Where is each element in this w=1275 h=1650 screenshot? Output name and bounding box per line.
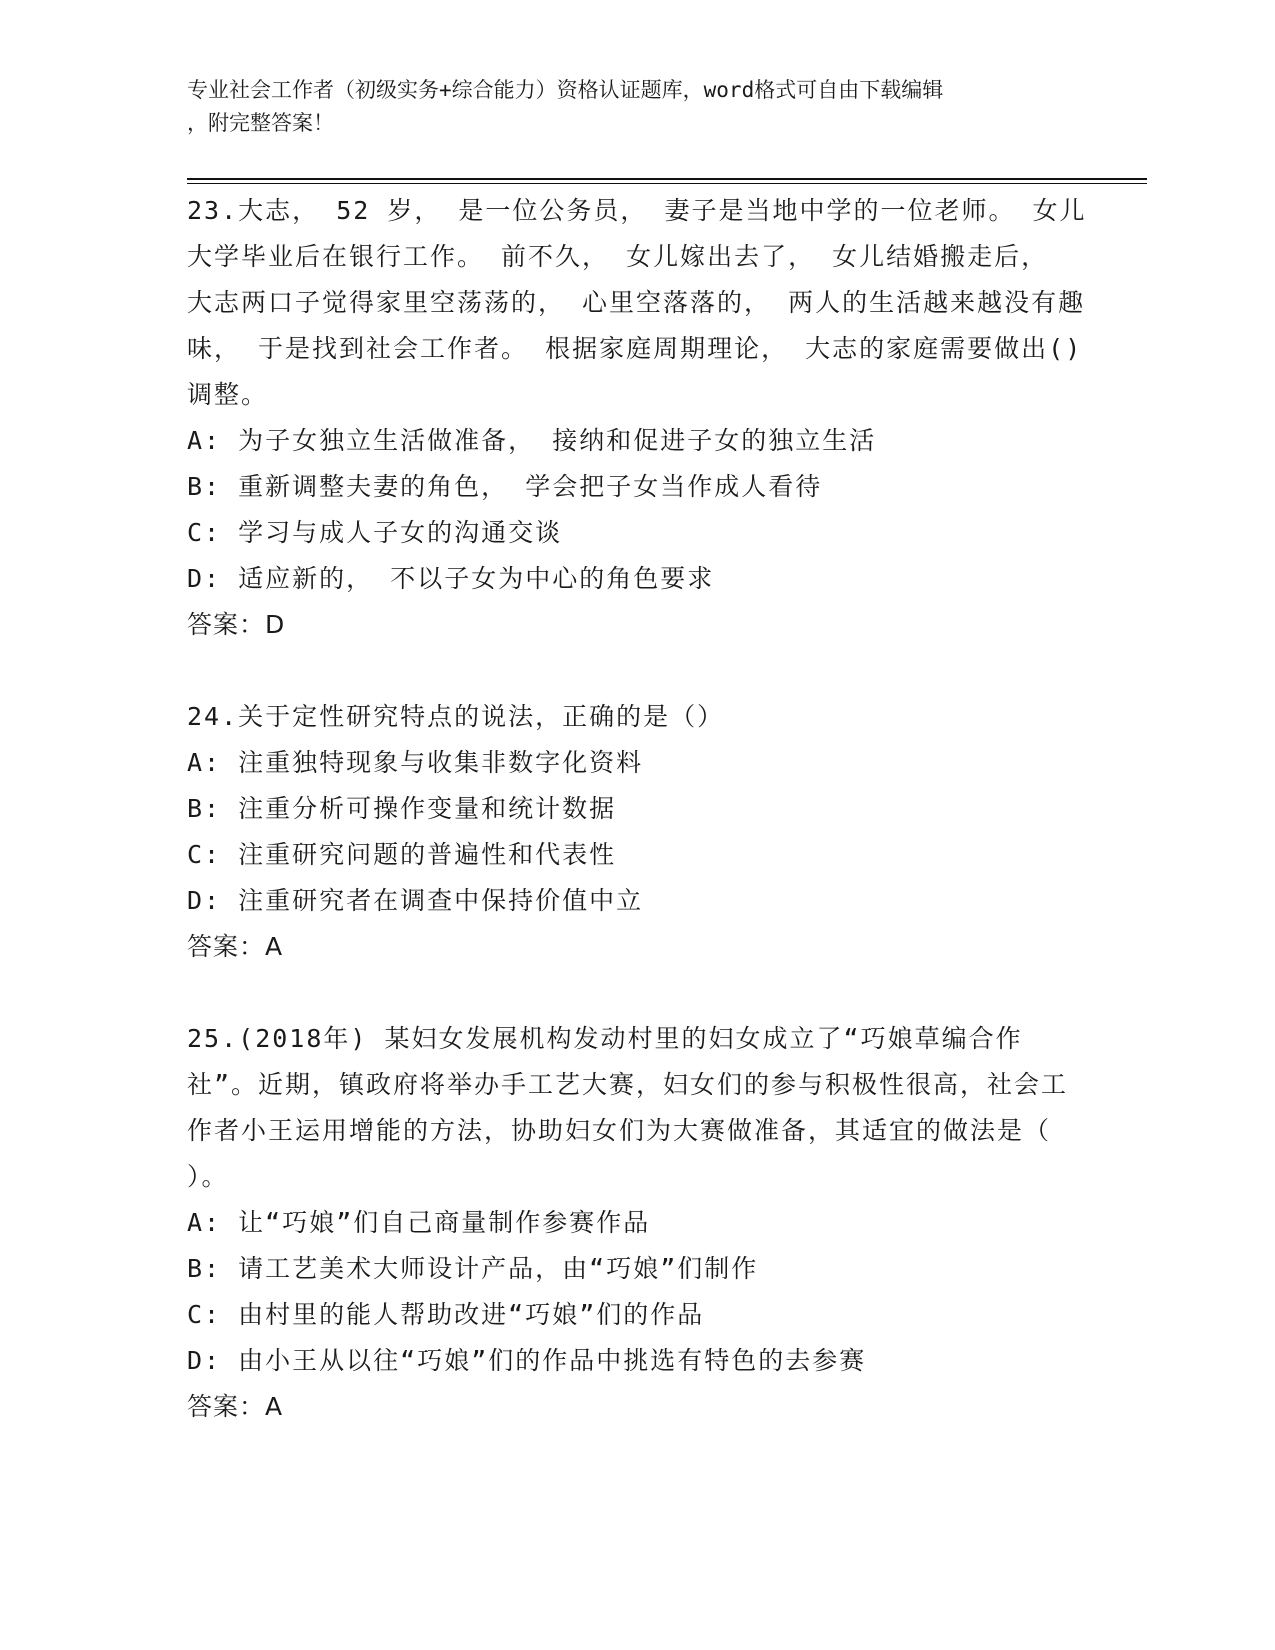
option-c: C: 由村里的能人帮助改进“巧娘”们的作品 (187, 1300, 705, 1329)
question-block (187, 188, 1087, 648)
option-c: C: 注重研究问题的普遍性和代表性 (187, 840, 617, 869)
option-d: D: 适应新的， 不以子女为中心的角色要求 (187, 564, 715, 593)
question-block (187, 694, 1087, 970)
answer-line: 答案：A (187, 1392, 284, 1421)
question-list (187, 188, 1087, 1430)
question-block (187, 1016, 1087, 1430)
spacer (187, 970, 1087, 1016)
header-divider-thin (187, 183, 1147, 184)
header-line-2: ，附完整答案！ (187, 111, 334, 135)
header-divider-thick (187, 178, 1147, 180)
document-header (187, 74, 1087, 140)
option-d: D: 注重研究者在调查中保持价值中立 (187, 886, 644, 915)
option-a: A: 为子女独立生活做准备， 接纳和促进子女的独立生活 (187, 426, 877, 455)
question-stem: 25.(2018年) 某妇女发展机构发动村里的妇女成立了“巧娘草编合作社”。近期，镇政府将举办手工艺大赛，妇女们的参与积极性很高，社会工作者小王运用增能的方法，协助妇女们为大赛做准备，其适宜的做法是（ ）。 (187, 1024, 1069, 1191)
answer-line: 答案：A (187, 932, 284, 961)
header-line-1: 专业社会工作者（初级实务+综合能力）资格认证题库，word格式可自由下载编辑 (187, 78, 944, 102)
question-stem: 23.大志， 52 岁， 是一位公务员， 妻子是当地中学的一位老师。 女儿大学毕业后在银行工作。 前不久， 女儿嫁出去了， 女儿结婚搬走后， 大志两口子觉得家里空荡荡的， 心里空落落的， 两人的生活越来越没有趣味， 于是找到社会工作者。 根据家庭周期理论， 大志的家庭需要做出() 调整。 (187, 196, 1087, 409)
spacer (187, 648, 1087, 694)
option-a: A: 让“巧娘”们自己商量制作参赛作品 (187, 1208, 651, 1237)
option-c: C: 学习与成人子女的沟通交谈 (187, 518, 563, 547)
option-b: B: 注重分析可操作变量和统计数据 (187, 794, 617, 823)
question-stem: 24.关于定性研究特点的说法，正确的是（） (187, 702, 725, 731)
answer-line: 答案：D (187, 610, 286, 639)
option-b: B: 重新调整夫妻的角色， 学会把子女当作成人看待 (187, 472, 823, 501)
option-b: B: 请工艺美术大师设计产品，由“巧娘”们制作 (187, 1254, 759, 1283)
option-a: A: 注重独特现象与收集非数字化资料 (187, 748, 644, 777)
option-d: D: 由小王从以往“巧娘”们的作品中挑选有特色的去参赛 (187, 1346, 867, 1375)
